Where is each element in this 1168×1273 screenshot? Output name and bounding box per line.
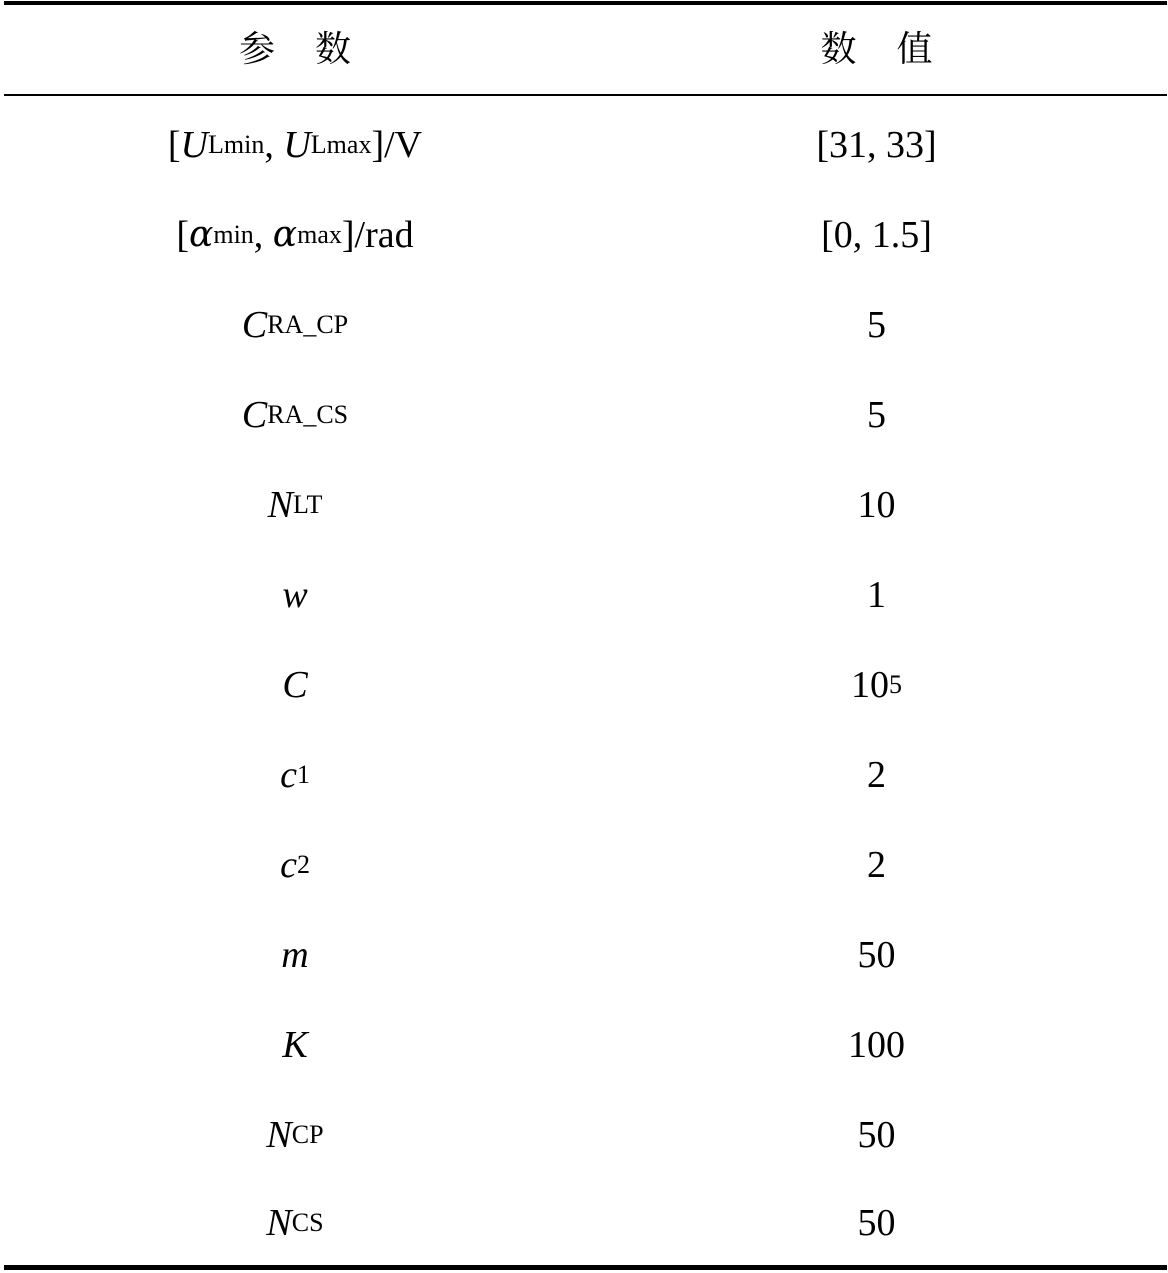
value-cell: 10 — [857, 484, 896, 526]
value-cell: 100 — [848, 1024, 905, 1066]
table-bottom-rule — [4, 1265, 1167, 1270]
param-cell: C RA_CS — [241, 394, 349, 436]
value-cell: 5 — [867, 394, 886, 436]
param-cell: c 1 — [280, 754, 310, 796]
table-row — [4, 640, 1167, 730]
param-cell: N LT — [267, 484, 323, 526]
table-row — [4, 100, 1167, 190]
table-top-rule — [4, 1, 1167, 5]
value-cell: 5 — [867, 304, 886, 346]
table-row — [4, 370, 1167, 460]
value-cell: [31, 33] — [816, 124, 937, 166]
value-cell: 50 — [857, 1202, 896, 1244]
header-param: 参数 — [238, 29, 391, 70]
value-cell: 1 — [867, 574, 886, 616]
param-cell: N CP — [266, 1114, 324, 1156]
table-row — [4, 1090, 1167, 1180]
param-cell: N CS — [266, 1202, 324, 1244]
value-cell: 2 — [867, 844, 886, 886]
param-cell: [ α min , α max ]/rad — [176, 214, 414, 256]
table-row — [4, 280, 1167, 370]
table-row — [4, 1178, 1167, 1268]
param-cell: [ U Lmin , U Lmax ]/V — [167, 124, 423, 166]
table-row — [4, 460, 1167, 550]
value-cell: 50 — [857, 934, 896, 976]
param-cell: m — [281, 934, 309, 976]
table-header-rule — [4, 94, 1167, 96]
table-row — [4, 190, 1167, 280]
param-cell: C — [282, 664, 308, 706]
table-row — [4, 1000, 1167, 1090]
table-header-row — [4, 6, 1167, 94]
table-row — [4, 730, 1167, 820]
param-cell: w — [282, 574, 308, 616]
param-cell: K — [282, 1024, 308, 1066]
param-cell: c 2 — [280, 844, 310, 886]
value-cell: 50 — [857, 1114, 896, 1156]
param-cell: C RA_CP — [241, 304, 349, 346]
parameter-table — [4, 0, 1167, 1273]
value-cell: [0, 1.5] — [821, 214, 932, 256]
value-cell: 10 5 — [851, 664, 902, 706]
table-row — [4, 550, 1167, 640]
value-cell: 2 — [867, 754, 886, 796]
table-row — [4, 820, 1167, 910]
table-row — [4, 910, 1167, 1000]
header-value: 数值 — [820, 29, 973, 70]
